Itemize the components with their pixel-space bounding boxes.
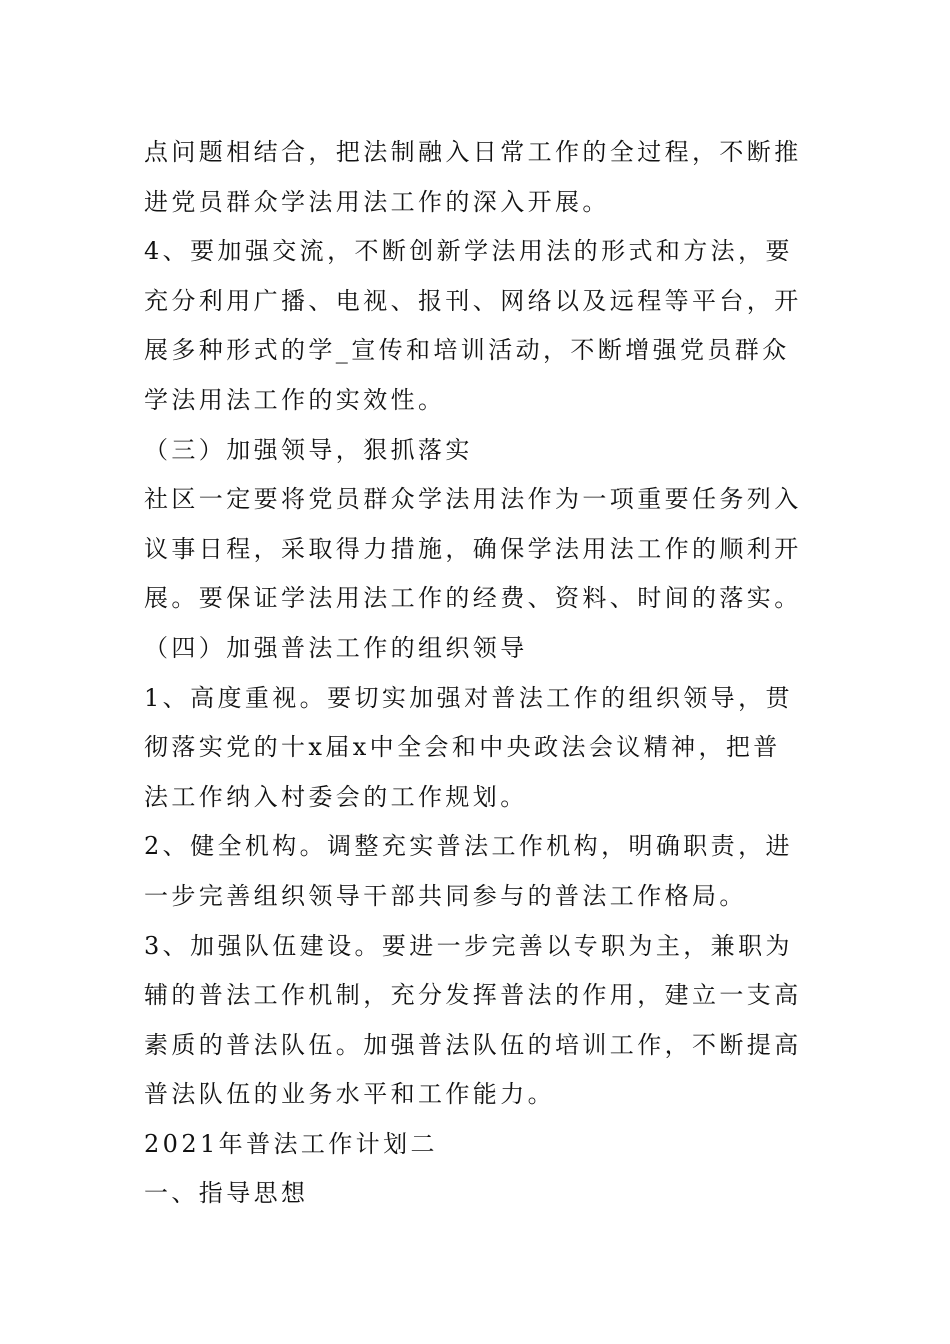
section-heading-guiding-thought: 一、指导思想 bbox=[144, 1179, 309, 1208]
plan-title: 2021年普法工作计划二 bbox=[144, 1129, 438, 1158]
paragraph-item-3: 3、加强队伍建设。要进一步完善以专职为主，兼职为辅的普法工作机制，充分发挥普法的作用，建立一支高素质的普法队伍。加强普法队伍的培训工作，不断提高普法队伍的业务水平和工作能力。 bbox=[144, 931, 802, 1109]
section-heading-3: （三）加强领导，狠抓落实 bbox=[144, 435, 473, 464]
paragraph-item-1: 1、高度重视。要切实加强对普法工作的组织领导，贯彻落实党的十x届x中全会和中央政法会议精神，把普法工作纳入村委会的工作规划。 bbox=[144, 683, 793, 811]
paragraph-continuation: 点问题相结合，把法制融入日常工作的全过程，不断推进党员群众学法用法工作的深入开展。 bbox=[144, 138, 802, 216]
paragraph-item-2: 2、健全机构。调整充实普法工作机构，明确职责，进一步完善组织领导干部共同参与的普法工作格局。 bbox=[144, 832, 793, 910]
paragraph-community: 社区一定要将党员群众学法用法作为一项重要任务列入议事日程，采取得力措施，确保学法用法工作的顺利开展。要保证学法用法工作的经费、资料、时间的落实。 bbox=[144, 485, 802, 613]
document-body bbox=[144, 128, 806, 1219]
section-heading-4: （四）加强普法工作的组织领导 bbox=[144, 633, 528, 662]
paragraph-item-4: 4、要加强交流，不断创新学法用法的形式和方法，要充分利用广播、电视、报刊、网络以及远程等平台，开展多种形式的学_宣传和培训活动，不断增强党员群众学法用法工作的实效性。 bbox=[144, 237, 802, 414]
